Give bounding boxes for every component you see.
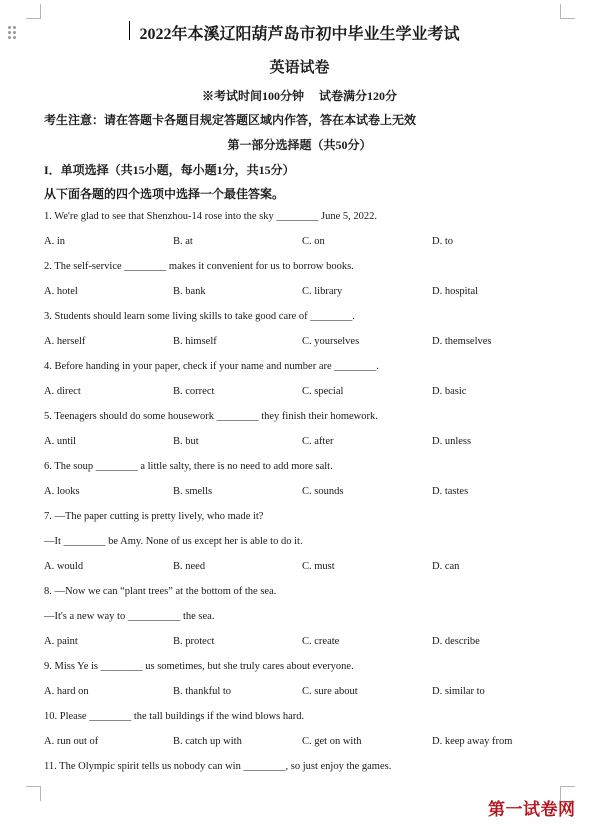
option-a: A. hard on — [44, 686, 89, 697]
exam-info: ※考试时间100分钟 试卷满分120分 — [201, 89, 397, 103]
option-a: A. hotel — [44, 286, 78, 297]
page-corner-mark — [26, 4, 41, 19]
option-b: B. correct — [173, 386, 215, 397]
option-c: C. on — [302, 236, 325, 247]
option-c: C. after — [302, 436, 334, 447]
option-b: B. himself — [173, 336, 217, 347]
option-d: D. unless — [432, 436, 472, 447]
option-a: A. herself — [44, 336, 86, 347]
exam-subtitle: 英语试卷 — [269, 60, 330, 76]
option-d: D. basic — [432, 386, 467, 397]
option-c: C. must — [302, 561, 335, 572]
option-a: A. until — [44, 436, 77, 447]
option-d: D. describe — [432, 636, 480, 647]
option-a: A. would — [44, 561, 84, 572]
option-c: C. sure about — [302, 686, 358, 697]
section-title: I．单项选择（共15小题，每小题1分，共15分） — [44, 163, 295, 177]
question-text: 9. Miss Ye is ________ us sometimes, but she truly cares about everyone. — [44, 661, 354, 672]
option-a: A. paint — [44, 636, 78, 647]
watermark-logo: 第一试卷网 — [488, 800, 576, 820]
question-text: —It ________ be Amy. None of us except her is able to do it. — [44, 536, 303, 547]
question-text: 5. Teenagers should do some housework ________ they finish their homework. — [44, 411, 378, 422]
question-text: —It's a new way to __________ the sea. — [44, 611, 215, 622]
option-c: C. get on with — [302, 736, 362, 747]
option-d: D. tastes — [432, 486, 469, 497]
option-c: C. special — [302, 386, 344, 397]
option-d: D. themselves — [432, 336, 492, 347]
option-d: D. can — [432, 561, 460, 572]
question-text: 7. —The paper cutting is pretty lively, who made it? — [44, 511, 264, 522]
question-text: 2. The self-service ________ makes it convenient for us to borrow books. — [44, 261, 354, 272]
option-c: C. yourselves — [302, 336, 360, 347]
section-instruction: 从下面各题的四个选项中选择一个最佳答案。 — [44, 187, 285, 201]
page-corner-mark — [26, 786, 41, 801]
question-text: 11. The Olympic spirit tells us nobody can win ________, so just enjoy the games. — [44, 761, 392, 772]
option-d: D. hospital — [432, 286, 479, 297]
question-text: 8. —Now we can “plant trees” at the bottom of the sea. — [44, 586, 277, 597]
question-text: 1. We're glad to see that Shenzhou-14 rose into the sky ________ June 5, 2022. — [44, 211, 378, 222]
option-c: C. sounds — [302, 486, 344, 497]
exam-notice: 考生注意：请在答题卡各题目规定答题区域内作答，答在本试卷上无效 — [44, 113, 417, 127]
option-b: B. catch up with — [173, 736, 242, 747]
option-c: C. create — [302, 636, 340, 647]
option-d: D. similar to — [432, 686, 485, 697]
exam-title: 2022年本溪辽阳葫芦岛市初中毕业生学业考试 — [139, 26, 460, 43]
option-d: D. keep away from — [432, 736, 513, 747]
option-a: A. direct — [44, 386, 81, 397]
option-b: B. at — [173, 236, 193, 247]
option-a: A. looks — [44, 486, 80, 497]
question-text: 6. The soup ________ a little salty, there is no need to add more salt. — [44, 461, 333, 472]
option-b: B. smells — [173, 486, 213, 497]
option-b: B. but — [173, 436, 199, 447]
option-a: A. run out of — [44, 736, 99, 747]
option-d: D. to — [432, 236, 453, 247]
option-c: C. library — [302, 286, 343, 297]
question-text: 10. Please ________ the tall buildings if the wind blows hard. — [44, 711, 305, 722]
question-text: 4. Before handing in your paper, check if your name and number are ________. — [44, 361, 379, 372]
page-corner-mark — [560, 4, 575, 19]
option-a: A. in — [44, 236, 65, 247]
option-b: B. bank — [173, 286, 206, 297]
option-b: B. protect — [173, 636, 215, 647]
question-text: 3. Students should learn some living skills to take good care of ________. — [44, 311, 355, 322]
part-title: 第一部分选择题（共50分） — [227, 138, 372, 152]
option-b: B. thankful to — [173, 686, 232, 697]
option-b: B. need — [173, 561, 206, 572]
